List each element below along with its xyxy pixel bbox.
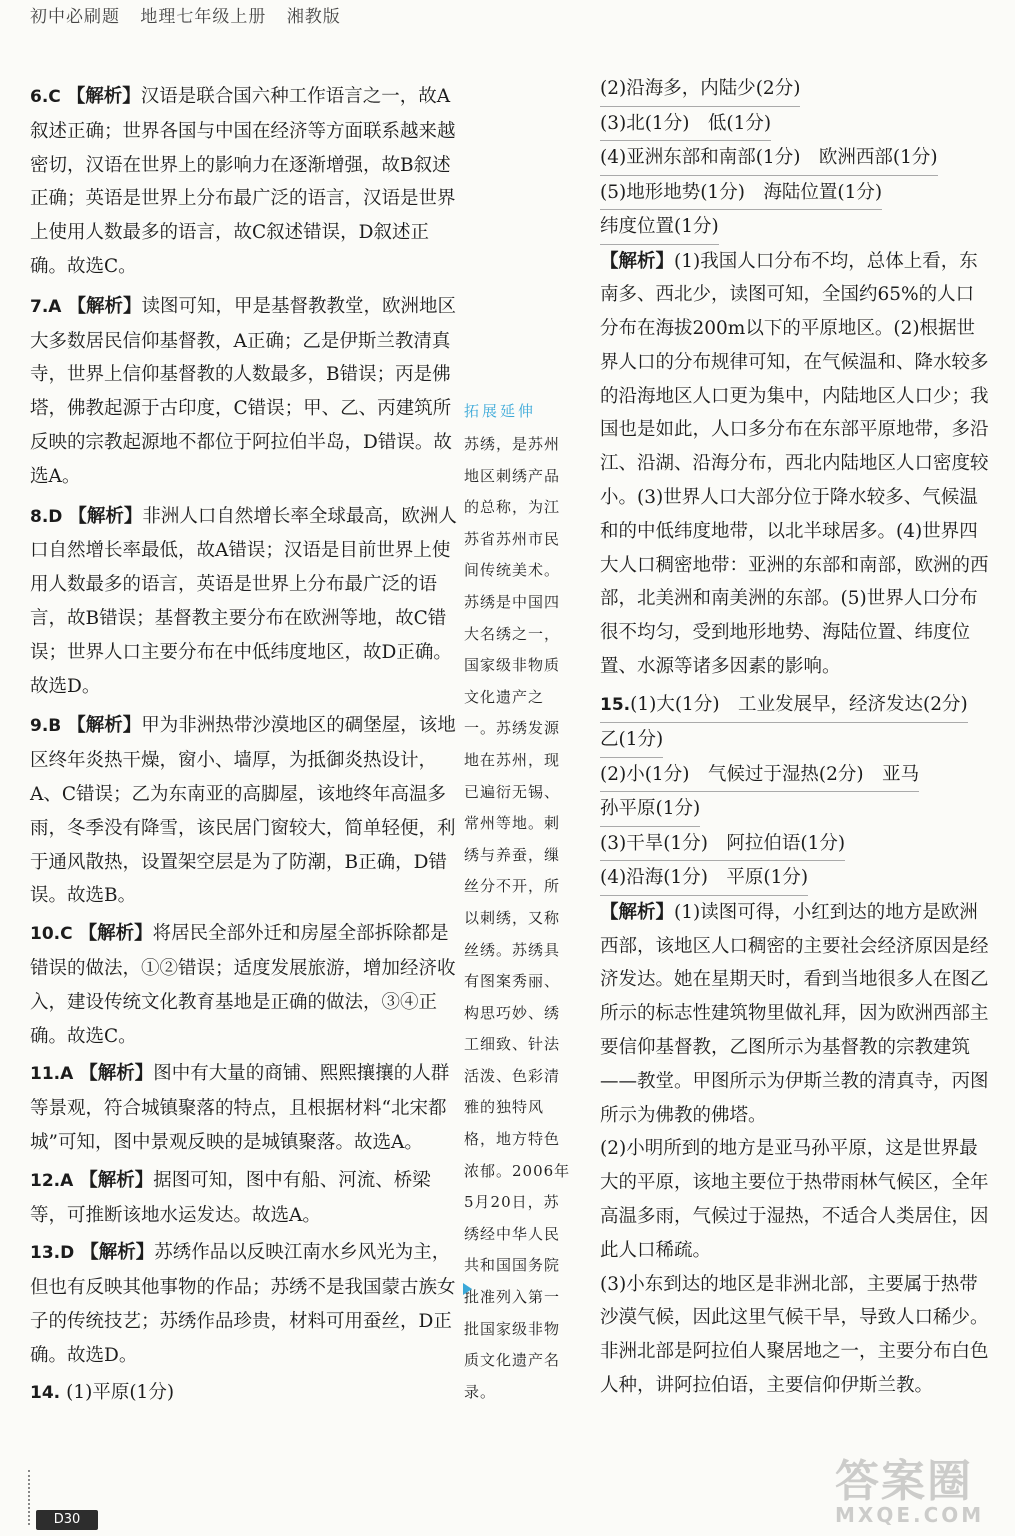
answer-10: 10.C 【解析】将居民全部外迁和房屋全部拆除都是错误的做法，①②错误；适度发展旅游，增加经济收入，建设传统文化教育基地是正确的做法，③④正确。故选C。 bbox=[30, 923, 456, 1047]
extension-text: 苏绣，是苏州地区刺绣产品的总称，为江苏省苏州市民间传统美术。苏绣是中国四大名绣之一，国家级非物质文化遗产之一。苏绣发源地在苏州，现已遍衍无锡、常州等地。刺绣与养蚕，缫丝分不开，所以刺绣，又称丝绣。苏绣具有图案秀丽、构思巧妙、绣工细致、针法活泼、色彩清雅的独特风格，地方特色浓郁。2006年5月20日，苏绣经中华人民共和国国务院批准列入第一批国家级非物质文化遗产名录。 bbox=[464, 435, 571, 1401]
footer-dotted-line bbox=[28, 1470, 32, 1525]
answer-15-analysis-3: (3)小东到达的地区是非洲北部，主要属于热带沙漠气候，因此这里气候干旱，导致人口稀少。非洲北部是阿拉伯人聚居地之一，主要分布白色人种，讲阿拉伯语，主要信仰伊斯兰教。 bbox=[600, 1273, 989, 1397]
left-column bbox=[30, 80, 460, 1411]
answer-15-line: (4)沿海(1分) 平原(1分) bbox=[600, 861, 808, 896]
subject-title: 地理七年级上册 bbox=[140, 7, 267, 27]
answer-14-analysis: 【解析】(1)我国人口分布不均，总体上看，东南多、西北少，读图可知，全国约65%的人口分布在海拔200m以下的平原地区。(2)根据世界人口的分布规律可知，在气候温和、降水较多的沿海地区人口更为集中，内陆地区人口少；我国也是如此，人口多分布在东部平原地带，多沿江、沿湖、沿海分布，西北内陆地区人口密度较小。(3)世界人口大部分位于降水较多、气候温和的中低纬度地带，以北半球居多。(4)世界四大人口稠密地带：亚洲的东部和南部，欧洲的西部，北美洲和南美洲的东部。(5)世界人口分布很不均匀，受到地形地势、海陆位置、纬度位置、水源等诸多因素的影响。 bbox=[600, 250, 989, 678]
triangle-arrow-icon bbox=[463, 1283, 472, 1295]
answer-15-line: (3)干旱(1分) 阿拉伯语(1分) bbox=[600, 827, 845, 862]
answer-14-line: (2)沿海多，内陆少(2分) bbox=[600, 72, 800, 107]
answer-14-line: (4)亚洲东部和南部(1分) 欧洲西部(1分) bbox=[600, 141, 938, 176]
answer-13: 13.D 【解析】苏绣作品以反映江南水乡风光为主，但也有反映其他事物的作品；苏绣不是我国蒙古族女子的传统技艺；苏绣作品珍贵，材料可用蚕丝，D正确。故选D。 bbox=[30, 1242, 456, 1366]
answer-14-line: 纬度位置(1分) bbox=[600, 210, 719, 245]
right-column bbox=[600, 72, 992, 1403]
answer-11: 11.A 【解析】图中有大量的商铺、熙熙攘攘的人群等景观，符合城镇聚落的特点，且根据材料“北宋都城”可知，图中景观反映的是城镇聚落。故选A。 bbox=[30, 1063, 450, 1153]
watermark-logo: 答案圈 MXQE.COM bbox=[835, 1456, 985, 1527]
answer-14-line: (5)地形地势(1分) 海陆位置(1分) bbox=[600, 176, 882, 211]
answer-8: 8.D 【解析】非洲人口自然增长率全球最高，欧洲人口自然增长率最低，故A错误；汉语是目前世界上使用人数最多的语言，英语是世界上分布最广泛的语言，故B错误；基督教主要分布在欧洲等地，故C错误；世界人口主要分布在中低纬度地区，故D正确。故选D。 bbox=[30, 505, 457, 697]
answer-7: 7.A 【解析】读图可知，甲是基督教教堂，欧洲地区大多数居民信仰基督教，A正确；乙是伊斯兰教清真寺，世界上信仰基督教的人数最多，B错误；丙是佛塔，佛教起源于古印度，C错误；甲、乙、丙建筑所反映的宗教起源地不都位于阿拉伯半岛，D错误。故选A。 bbox=[30, 295, 456, 487]
edition-label: 湘教版 bbox=[286, 7, 341, 27]
answer-12: 12.A 【解析】据图可知，图中有船、河流、桥梁等，可推断该地水运发达。故选A。 bbox=[30, 1169, 431, 1226]
answer-6: 6.C 【解析】汉语是联合国六种工作语言之一，故A叙述正确；世界各国与中国在经济等方面联系越来越密切，汉语在世界上的影响力在逐渐增强，故B叙述正确；英语是世界上分布最广泛的语言，汉语是世界上使用人数最多的语言，故C叙述错误，D叙述正确。故选C。 bbox=[30, 86, 456, 277]
answer-9: 9.B 【解析】甲为非洲热带沙漠地区的碉堡屋，该地区终年炎热干燥，窗小、墙厚，为抵御炎热设计，A、C错误；乙为东南亚的高脚屋，该地终年高温多雨，冬季没有降雪，该民居门窗较大，简单轻便，利于通风散热，设置架空层是为了防潮，B正确，D错误。故选B。 bbox=[30, 715, 456, 907]
extension-sidebar bbox=[464, 400, 574, 1408]
answer-15-number: 15. bbox=[600, 694, 631, 715]
answer-15-line: 15.(1)大(1分) 工业发展早，经济发达(2分) bbox=[600, 688, 968, 724]
extension-title: 拓展延伸 bbox=[464, 402, 537, 420]
answer-15-analysis-2: (2)小明所到的地方是亚马孙平原，这是世界最大的平原，该地主要位于热带雨林气候区，全年高温多雨，气候过于湿热，不适合人类居住，因此人口稀疏。 bbox=[600, 1138, 989, 1261]
answer-15-line: (2)小(1分) 气候过于湿热(2分) 亚马 bbox=[600, 758, 919, 793]
page-number: D30 bbox=[36, 1510, 98, 1530]
page-header bbox=[30, 2, 341, 27]
answer-14-line: (3)北(1分) 低(1分) bbox=[600, 107, 771, 142]
answer-15-line: 乙(1分) bbox=[600, 723, 663, 758]
answer-15-line: 孙平原(1分) bbox=[600, 792, 700, 827]
series-title: 初中必刷题 bbox=[30, 7, 120, 27]
answer-15-analysis-1: 【解析】(1)读图可得，小红到达的地方是欧洲西部，该地区人口稠密的主要社会经济原因是经济发达。她在星期天时，看到当地很多人在图乙所示的标志性建筑物里做礼拜，因为欧洲西部主要信仰基督教，乙图所示为基督教的宗教建筑——教堂。甲图所示为伊斯兰教的清真寺，丙图所示为佛教的佛塔。 bbox=[600, 901, 989, 1126]
answer-14-part1: 14. (1)平原(1分) bbox=[30, 1382, 175, 1404]
